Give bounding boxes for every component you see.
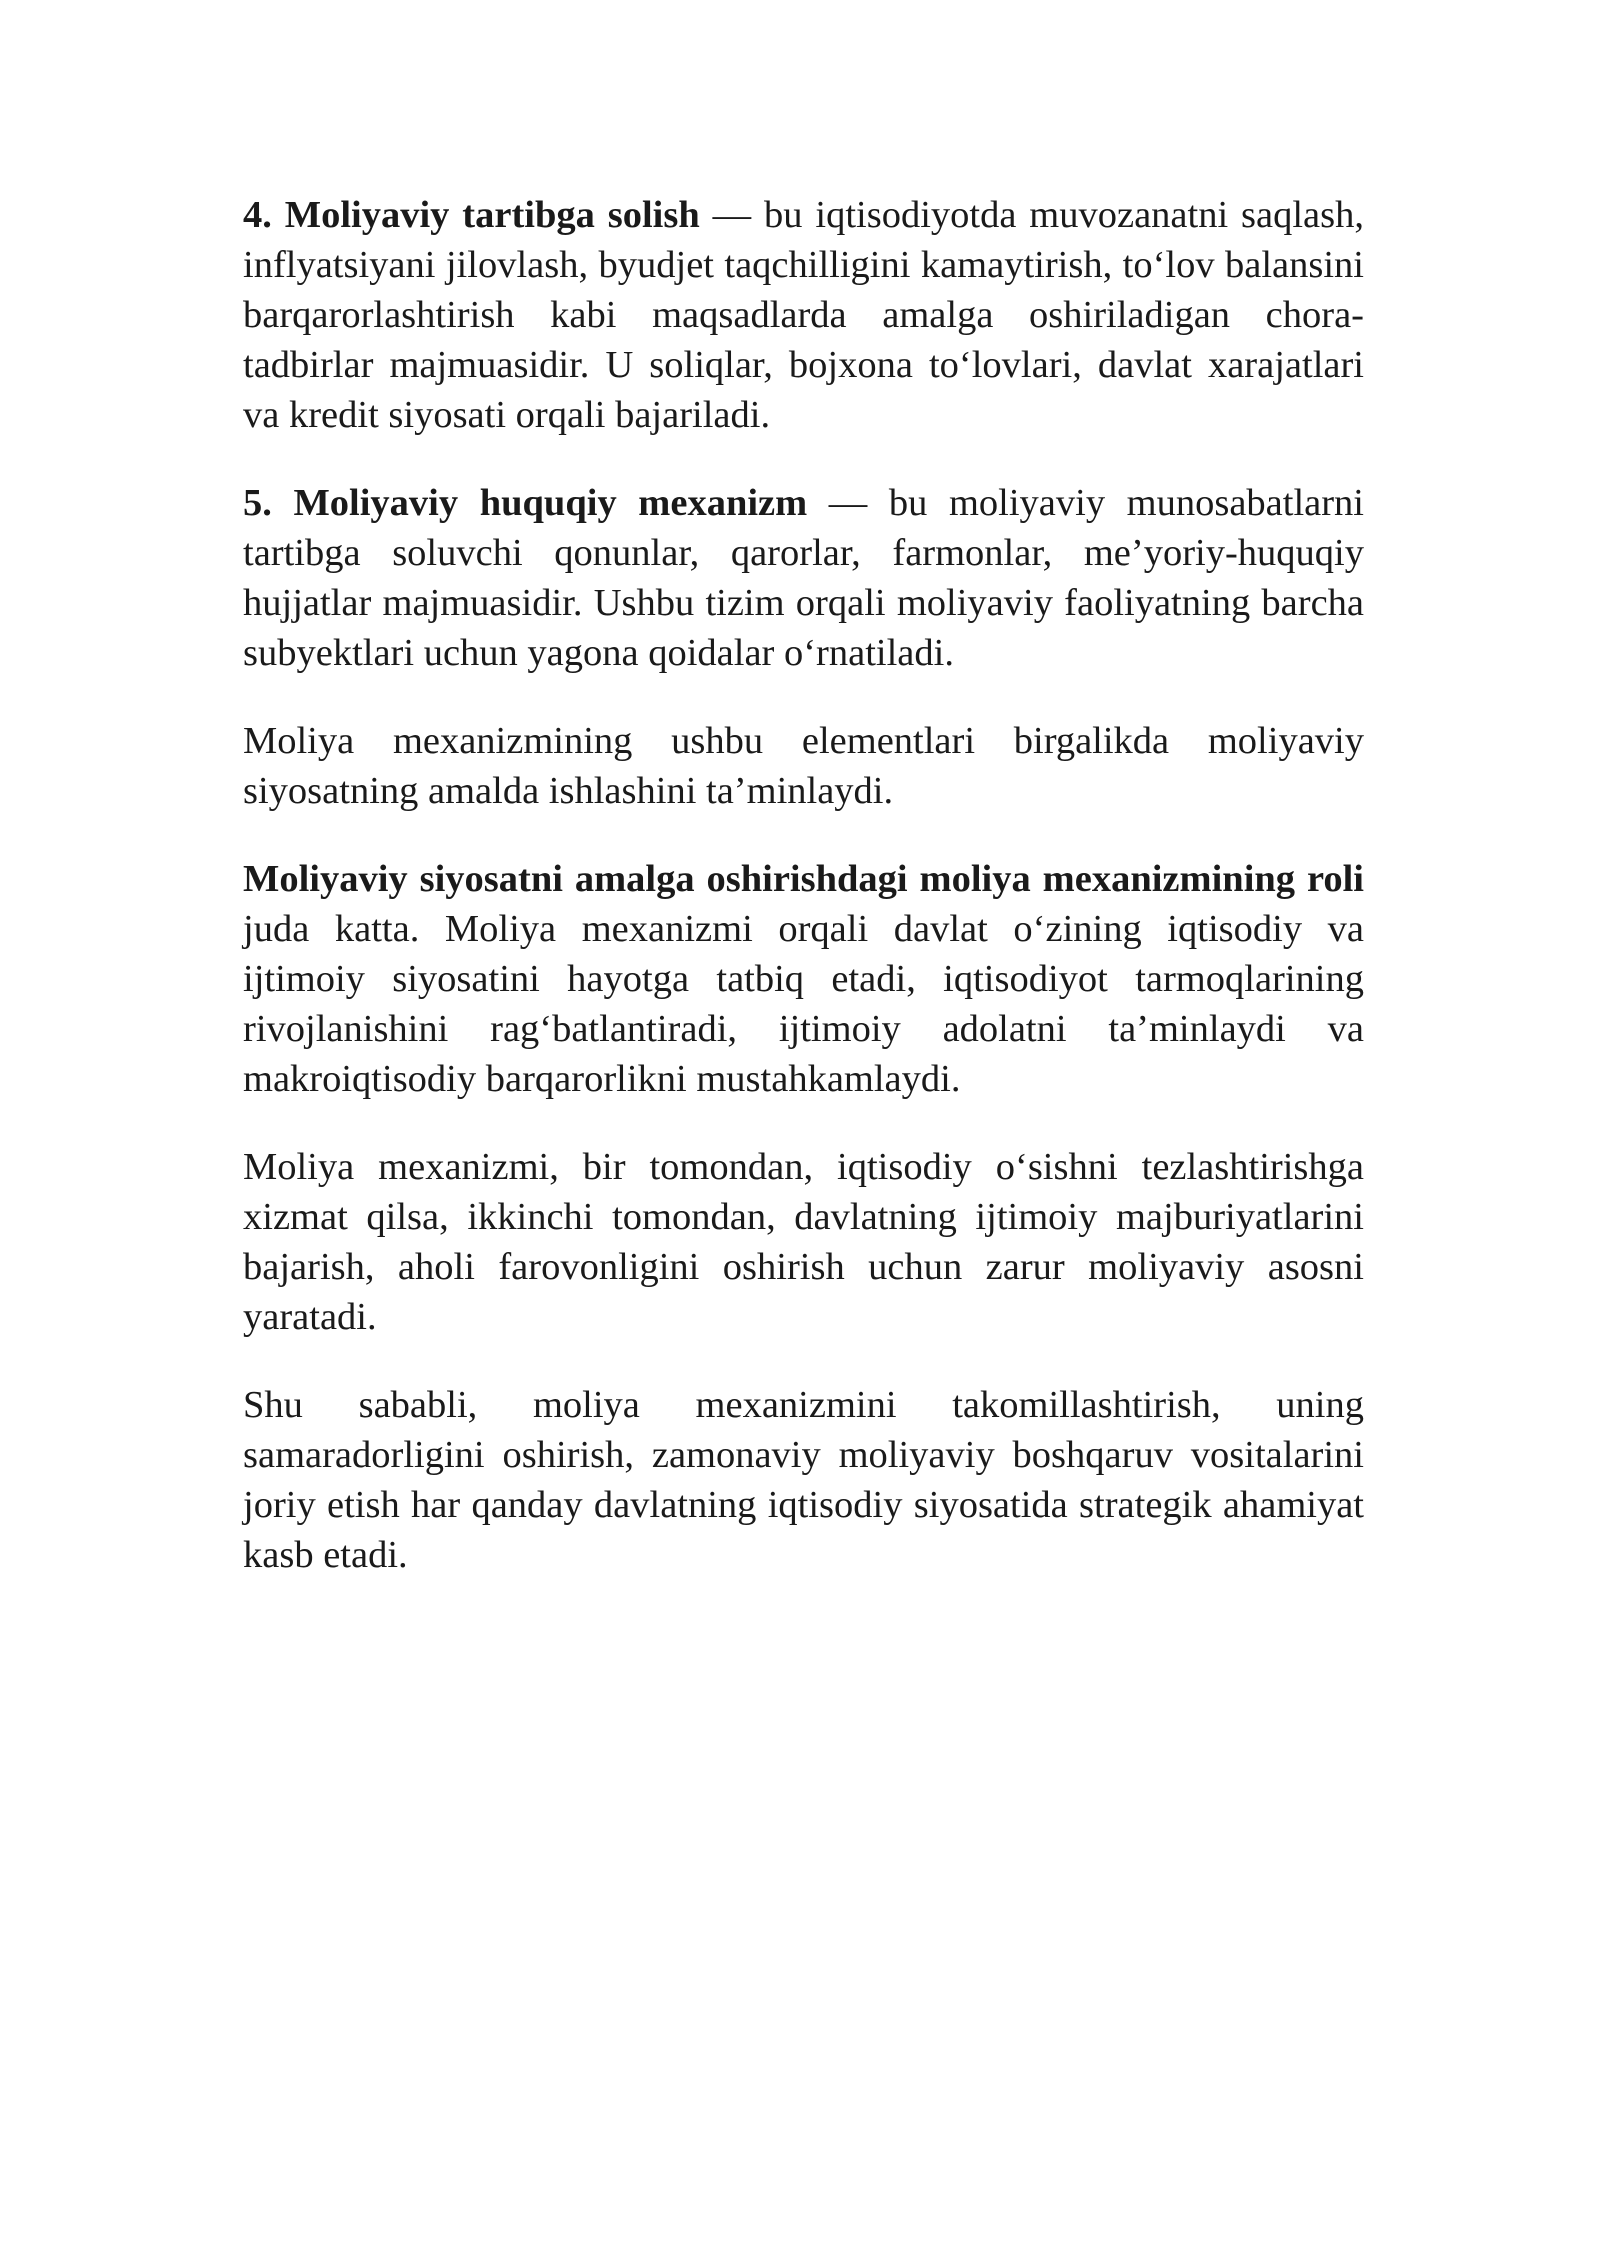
paragraph-growth-and-obligations: [243, 1142, 1364, 1342]
paragraph-text: juda katta. Moliya mexanizmi orqali davlat o‘zining iqtisodiy va ijtimoiy siyosatini hayotga tatbiq etadi, iqtisodiyot tarmoqlarining rivojlanishini rag‘batlantiradi, ijtimoiy adolatni ta’minlaydi va makroiqtisodiy barqarorlikni mustahkamlaydi.: [243, 908, 1364, 1100]
term-financial-regulation: 4. Moliyaviy tartibga solish: [243, 194, 700, 236]
paragraph-financial-regulation: [243, 190, 1364, 440]
paragraph-text: Moliya mexanizmi, bir tomondan, iqtisodiy o‘sishni tezlashtirishga xizmat qilsa, ikkinchi tomondan, davlatning ijtimoiy majburiyatlarini bajarish, aholi farovonligini oshirish uchun zarur moliyaviy asosni yaratadi.: [243, 1146, 1364, 1338]
paragraph-text: — bu moliyaviy munosabatlarni tartibga soluvchi qonunlar, qarorlar, farmonlar, me’yoriy-huquqiy hujjatlar majmuasidir. Ushbu tizim orqali moliyaviy faoliyatning barcha subyektlari uchun yagona qoidalar o‘rnatiladi.: [243, 482, 1364, 674]
paragraph-text: — bu iqtisodiyotda muvozanatni saqlash, inflyatsiyani jilovlash, byudjet taqchilligini kamaytirish, to‘lov balansini barqarorlashtirish kabi maqsadlarda amalga oshiriladigan chora-tadbirlar majmuasidir. U soliqlar, bojxona to‘lovlari, davlat xarajatlari va kredit siyosati orqali bajariladi.: [243, 194, 1364, 436]
paragraph-text: Moliya mexanizmining ushbu elementlari birgalikda moliyaviy siyosatning amalda ishlashini ta’minlaydi.: [243, 720, 1364, 812]
term-financial-legal-mechanism: 5. Moliyaviy huquqiy mexanizm: [243, 482, 808, 524]
paragraph-elements-summary: [243, 716, 1364, 816]
term-role-of-mechanism: Moliyaviy siyosatni amalga oshirishdagi moliya mexanizmining roli: [243, 858, 1364, 900]
paragraph-conclusion: [243, 1380, 1364, 1580]
paragraph-role-of-mechanism: [243, 854, 1364, 1104]
document-page: [243, 190, 1364, 1618]
paragraph-financial-legal-mechanism: [243, 478, 1364, 678]
paragraph-text: Shu sababli, moliya mexanizmini takomillashtirish, uning samaradorligini oshirish, zamonaviy moliyaviy boshqaruv vositalarini joriy etish har qanday davlatning iqtisodiy siyosatida strategik ahamiyat kasb etadi.: [243, 1384, 1364, 1576]
